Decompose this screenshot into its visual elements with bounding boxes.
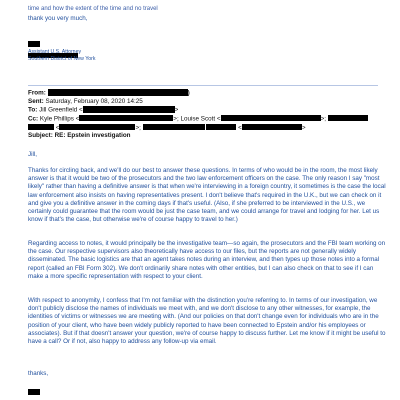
redacted-cc-email-1 <box>79 115 173 122</box>
sent-value: Saturday, February 08, 2020 14:25 <box>45 97 143 105</box>
redacted-cc-name-4 <box>28 124 54 131</box>
cc-value-1: Kyle Phillips < <box>39 115 80 123</box>
closing-line: thank you very much, <box>28 15 88 22</box>
salutation: Jill, <box>28 151 38 158</box>
subject-row <box>28 132 392 140</box>
sent-label: Sent: <box>28 97 44 105</box>
sent-row <box>28 98 392 106</box>
redacted-cc-name-5 <box>143 124 205 131</box>
paragraph-1: Thanks for circling back, and we'll do our best to answer these questions. In terms of who would be in the room, the most likely answer is that it would be two of the prosecutors and the two law enforcement officers on the case. The only reason I say "most likely" rather than having a definitive answer is that when we're interviewing in a foreign country, it sometimes is the case the local law enforcement also insists on having representatives present. I don't believe that's required in the U.K., but we can check on it and give you a definitive answer in the coming days if that's useful. (Also, if she preferred to be interviewed in the U.S., we certainly could guarantee that the room would be just the case team, and we could arrange for travel and lodging for her. Let us know if that's the case, but otherwise we're of course happy to travel to her.) <box>28 167 386 224</box>
redacted-cc-email-4 <box>59 124 135 131</box>
header-separator <box>28 85 378 86</box>
to-value: Jill Greenfield < <box>39 106 83 114</box>
cc-label: Cc: <box>28 115 39 123</box>
redacted-to-email <box>83 106 175 113</box>
cc-value-2: ; Louise Scott < <box>176 115 221 123</box>
redacted-cc-email-2 <box>221 115 321 122</box>
paragraph-3: With respect to anonymity, I confess that I'm not familiar with the distinction you're referring to. In terms of our investigation, we don't publicly disclose the names of individuals we meet with, and we don't disclose to any other witnesses, for example, the identities of victims or witnesses we are meeting with. (And our policies on that don't change even for individuals who are in the position of your client, who have been widely publicly reported to have been connected to Epstein and/or his employees or associates). But if that doesn't answer your question, we're of course happy to discuss further. Let me know if it might be useful to have a call? Or if not, also happy to address any follow-up via email. <box>28 297 386 346</box>
from-label: From: <box>28 89 46 97</box>
paragraph-2: Regarding access to notes, it would principally be the investigative team—so again, the prosecutors and the FBI team working on the case. Our respective supervisors also theoretically have access to our files, but the reports are not generally widely disseminated. The basic logistics are that an agent takes notes during an interview, and then types up those notes into a formal report (called an FBI Form 302). We don't ordinarily share notes with other entities, but I can also check on that to see if I can make a more specific representation with respect to your client. <box>28 240 386 280</box>
redacted-cc-email-6 <box>242 124 302 131</box>
truncated-top-line: time and how the extent of the time and no travel <box>28 6 158 12</box>
to-row: To: Jill Greenfield < > <box>28 106 179 114</box>
redacted-cc-name-6 <box>206 124 236 131</box>
redacted-closing-signature <box>28 389 40 396</box>
redacted-cc-name-3 <box>328 115 368 122</box>
to-label: To: <box>28 106 38 114</box>
from-row: From: ) <box>28 89 190 97</box>
signature-office: Southern District of New York <box>28 55 96 62</box>
email-header <box>28 89 392 141</box>
signature-title: Assistant U.S. Attorney <box>28 49 82 55</box>
subject-label: Subject: <box>28 132 53 140</box>
subject-value: RE: Epstein investigation <box>54 132 131 140</box>
cc-row: Cc: Kyle Phillips < >; Louise Scott < >; <box>28 115 392 124</box>
closing-thanks: thanks, <box>28 370 49 377</box>
cc-row-continued: < >; < > <box>28 124 392 133</box>
redacted-from <box>48 89 188 96</box>
